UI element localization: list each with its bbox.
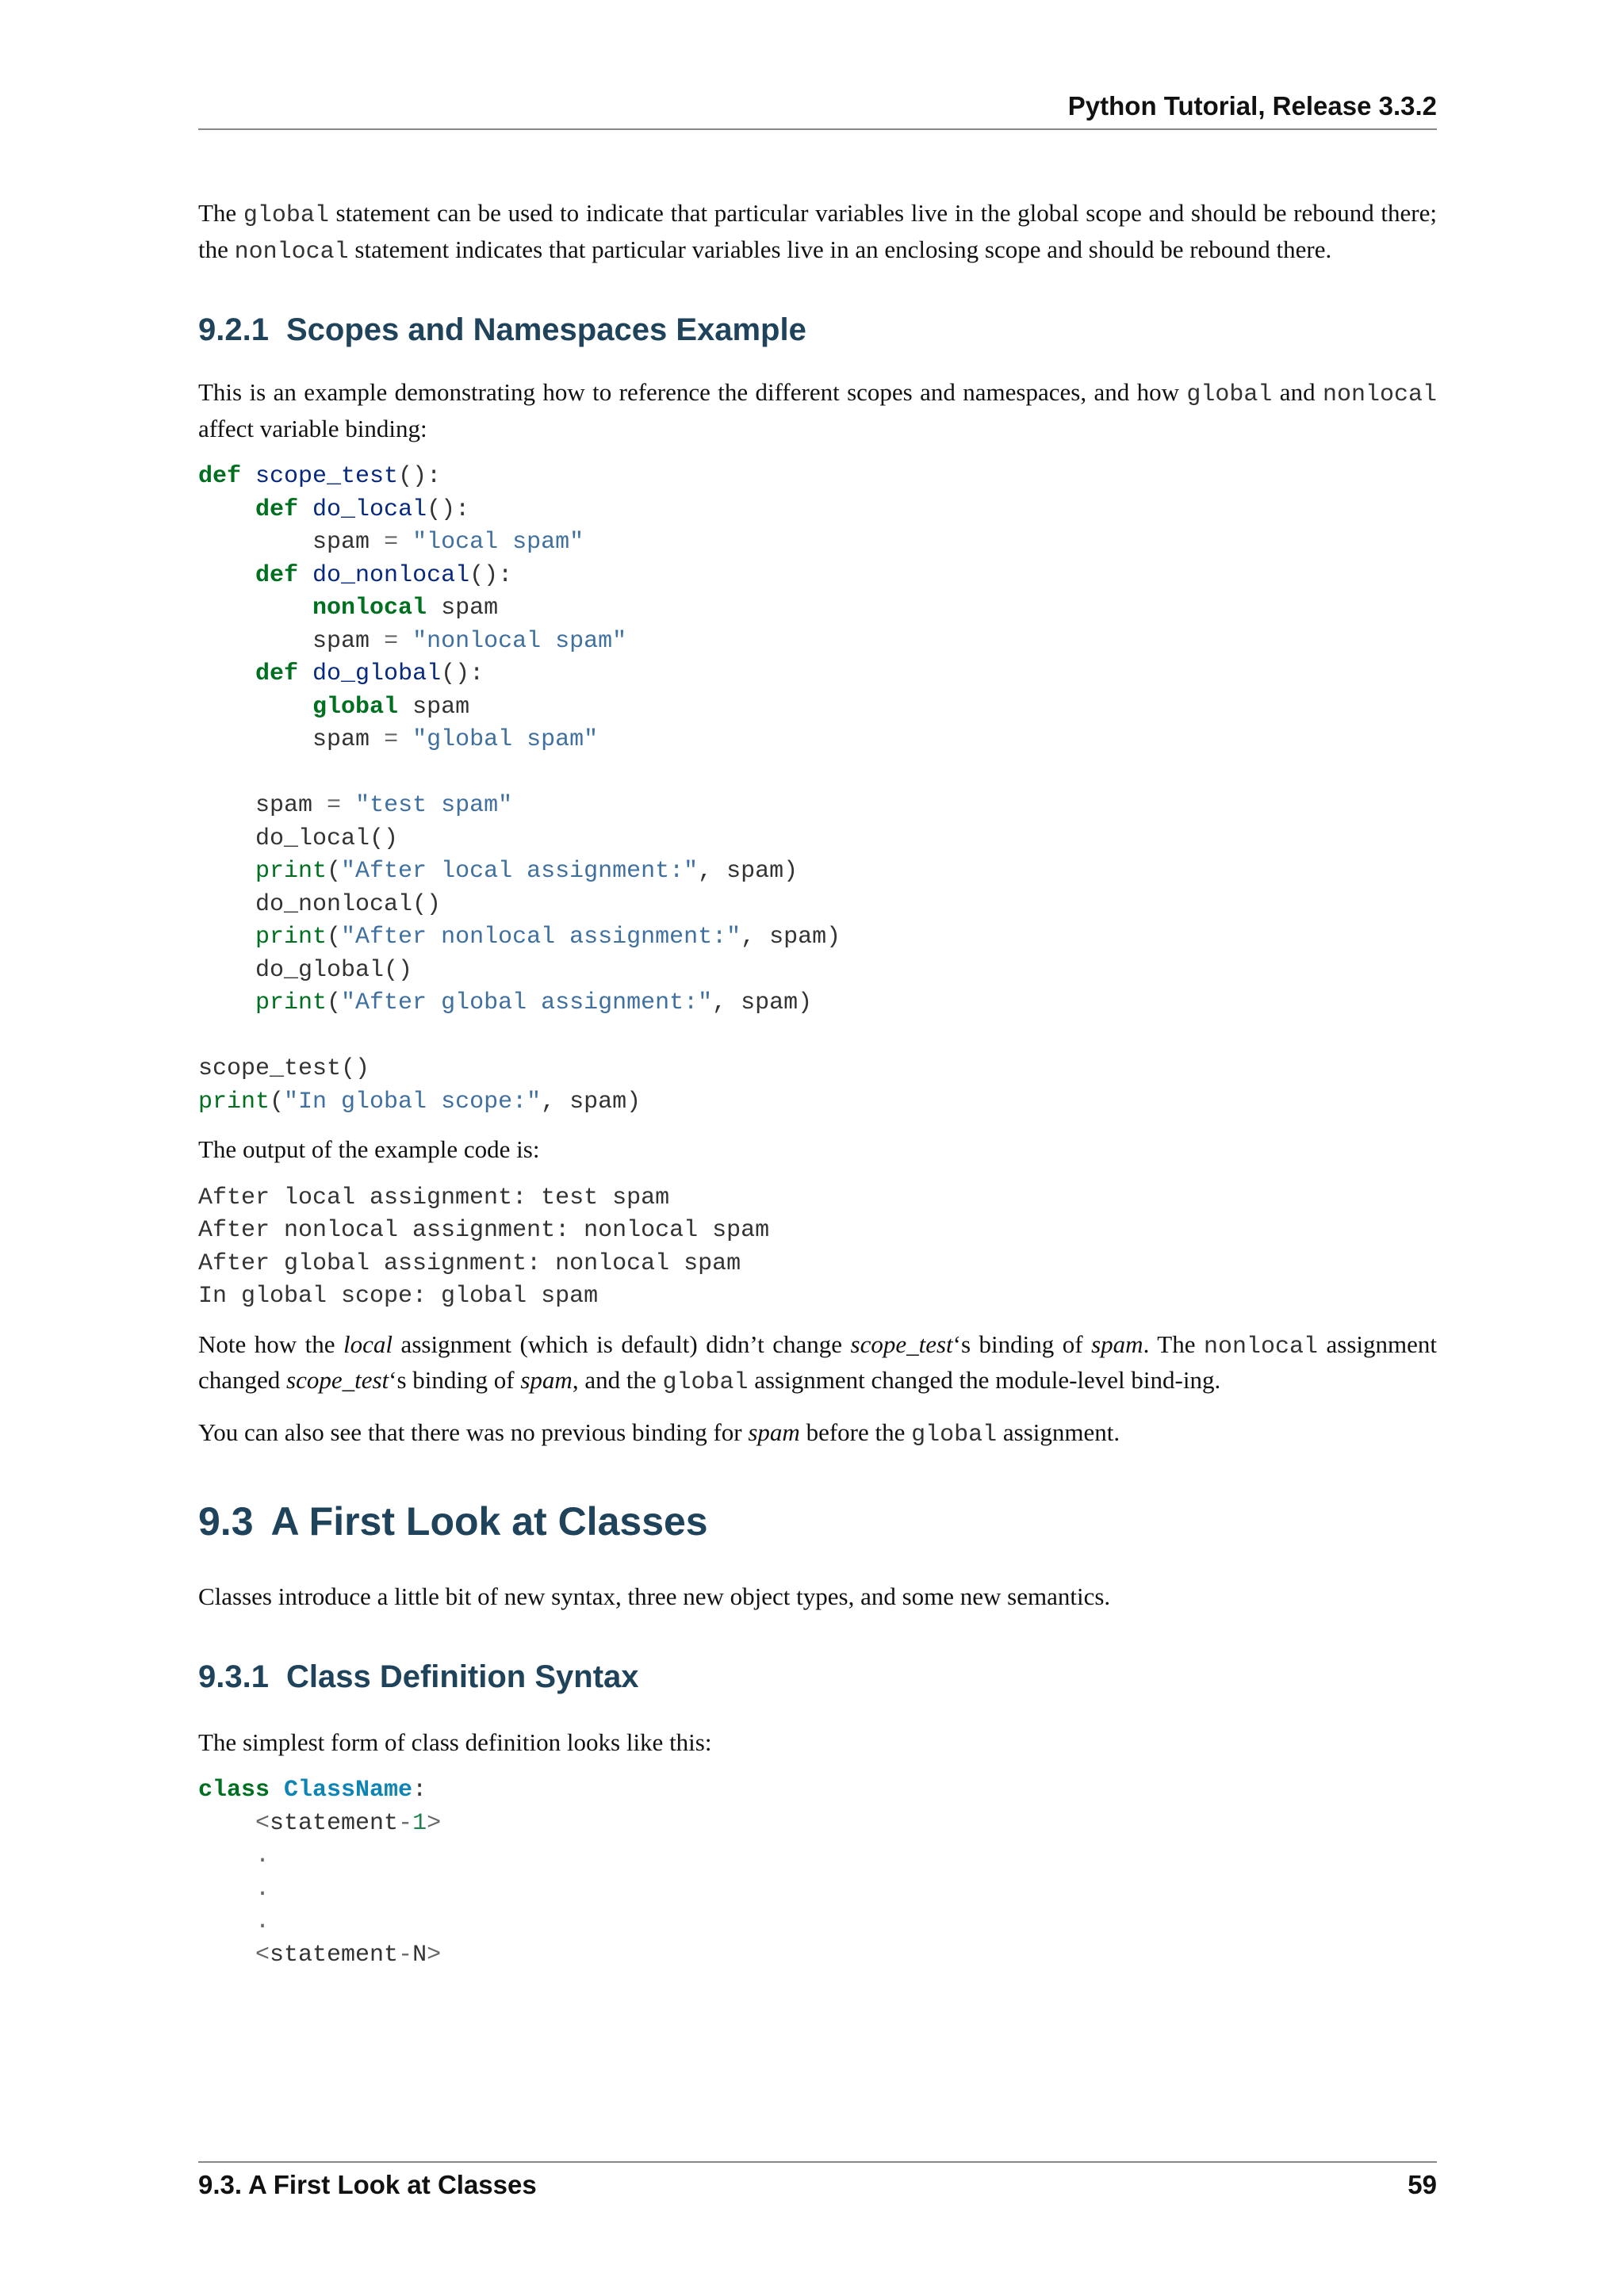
inline-code: nonlocal — [1203, 1333, 1318, 1360]
inline-code: global — [243, 202, 329, 229]
document-page — [198, 0, 1437, 2296]
running-footer — [198, 2170, 1437, 2200]
section-heading-9-3-1: 9.3.1 Class Definition Syntax — [198, 1659, 639, 1694]
output-intro-paragraph: The output of the example code is: — [198, 1135, 540, 1163]
footer-rule — [198, 2161, 1437, 2163]
footer-section-title: 9.3. A First Look at Classes — [198, 2170, 537, 2199]
header-rule — [198, 128, 1437, 130]
inline-code: global — [1186, 381, 1273, 408]
section-heading-9-3: 9.3 A First Look at Classes — [198, 1499, 708, 1544]
class-intro-paragraph: The simplest form of class definition looks like this: — [198, 1728, 712, 1756]
inline-code: nonlocal — [1322, 381, 1437, 408]
code-block-scope-example: def scope_test(): def do_local(): spam = "local spam" def do_nonlocal(): nonlocal spam spam = "nonlocal spam" def do_global(): global spam spam = "global spam" spam = "test spam" do_local() print("After local assignment:", spam) do_nonlocal() print("After nonlocal assignment:", spam) do_global() print("After global assignment:", spam) scope_test() print("In global scope:", spam) — [198, 463, 841, 1115]
example-intro-paragraph: This is an example demonstrating how to reference the different scopes and namespaces, and how global and nonlocal affect variable binding: — [198, 378, 1437, 442]
inline-code: nonlocal — [234, 238, 349, 266]
code-block-class-definition: class ClassName: <statement-1> . . . <statement-N> — [198, 1777, 442, 1969]
code-block-output: After local assignment: test spam After nonlocal assignment: nonlocal spam After global assignment: nonlocal spam In global scope: global spam — [198, 1184, 770, 1310]
no-binding-paragraph: You can also see that there was no previous binding for spam before the global assignment. — [198, 1418, 1120, 1448]
classes-intro-paragraph: Classes introduce a little bit of new syntax, three new object types, and some new semantics. — [198, 1582, 1111, 1610]
running-header: Python Tutorial, Release 3.3.2 — [1067, 91, 1437, 121]
section-heading-9-2-1: 9.2.1 Scopes and Namespaces Example — [198, 312, 806, 347]
page-number: 59 — [1408, 2170, 1437, 2199]
inline-code: global — [911, 1421, 998, 1448]
page-content — [198, 197, 1437, 1972]
inline-code: global — [662, 1369, 749, 1396]
intro-paragraph: The global statement can be used to indicate that particular variables live in the global scope and should be rebound there; the nonlocal statement indicates that particular variables live in an enclosing scope and should be rebound there. — [198, 199, 1437, 266]
note-paragraph: Note how the local assignment (which is default) didn’t change scope_test‘s binding of spam. The nonlocal assignment changed scope_test‘s binding of spam, and the global assignment changed the module-level bind-ing. — [198, 1330, 1437, 1396]
